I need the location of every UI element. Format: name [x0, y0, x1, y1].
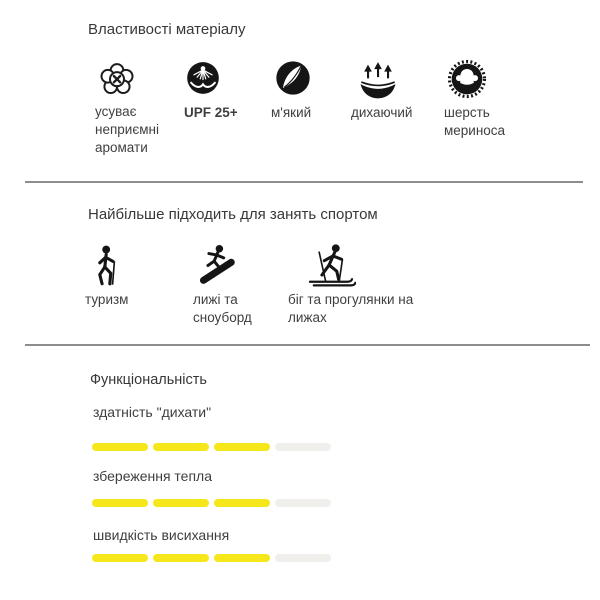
rating-segment — [92, 443, 148, 451]
rating-segment — [153, 499, 209, 507]
rating-segment — [275, 554, 331, 562]
hiking-icon — [91, 245, 125, 287]
rating-segment — [214, 499, 270, 507]
odor-removal-icon — [97, 60, 137, 100]
functionality-section-title: Функціональність — [90, 372, 207, 388]
rating-bar-warmth — [92, 499, 331, 507]
snowboard-icon — [194, 243, 240, 287]
upf-sun-icon — [184, 59, 222, 97]
rating-segment — [92, 499, 148, 507]
rating-bar-drying-speed — [92, 554, 331, 562]
feature-label-merino: шерсть мериноса — [444, 105, 506, 138]
section-divider — [25, 344, 590, 346]
rating-segment — [92, 554, 148, 562]
rating-bar-breathability — [92, 443, 331, 451]
feather-soft-icon — [273, 58, 313, 98]
rating-segment — [214, 554, 270, 562]
breathable-fabric-icon — [356, 60, 400, 100]
cross-country-ski-icon — [306, 243, 356, 287]
rating-segment — [214, 443, 270, 451]
sport-label-hiking: туризм — [85, 292, 129, 307]
feature-label-upf: UPF 25+ — [184, 105, 238, 120]
rating-segment — [153, 554, 209, 562]
feature-label-breathable: дихаючий — [351, 105, 413, 120]
rating-label-drying-speed: швидкість висихання — [93, 527, 230, 543]
material-section-title: Властивості матеріалу — [88, 21, 246, 38]
rating-label-breathability: здатність "дихати" — [93, 404, 212, 420]
rating-segment — [275, 443, 331, 451]
section-divider — [25, 181, 583, 183]
rating-segment — [275, 499, 331, 507]
rating-segment — [153, 443, 209, 451]
feature-label-odor: усуває неприємні аромати — [95, 104, 159, 155]
sport-label-ski-run: біг та прогулянки на лижах — [288, 292, 414, 325]
feature-label-soft: м'який — [271, 105, 312, 120]
rating-label-warmth: збереження тепла — [93, 468, 212, 484]
sport-label-snowboard: лижі та сноуборд — [193, 292, 252, 325]
sports-section-title: Найбільше підходить для занять спортом — [88, 206, 378, 223]
merino-wool-icon — [446, 58, 488, 100]
